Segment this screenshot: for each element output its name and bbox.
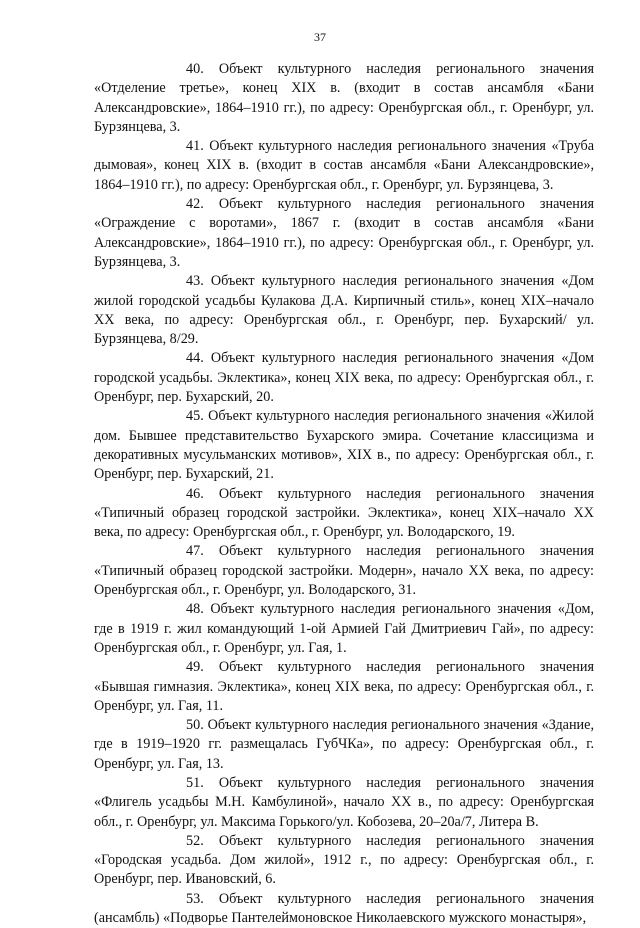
- document-body: [94, 60, 594, 928]
- item-number: 53.: [186, 890, 204, 907]
- item-number: 49.: [186, 659, 204, 676]
- list-item-41: [94, 137, 594, 195]
- list-item-47: [94, 542, 594, 600]
- item-text: Объект культурного наследия регионального значения «Ограждение с воротами», 1867 г. (входит в состав ансамбля «Бани Александровские», 1864–1910 гг.), по адресу: Оренбургская обл., г. Оренбург, ул. Бурзянцева, 3.: [94, 196, 594, 270]
- item-text: Объект культурного наследия регионального значения «Городская усадьба. Дом жилой», 1912 г., по адресу: Оренбургская обл., г. Оренбург, пер. Ивановский, 6.: [94, 832, 594, 888]
- item-number: 45.: [186, 408, 204, 425]
- item-text: Объект культурного наследия регионального значения «Дом жилой городской усадьбы Кулакова Д.А. Кирпичный стиль», конец XIX–начало XX века, по адресу: Оренбургская обл., г. Оренбург, пер. Бухарский/ ул. Бурзянцева, 8/29.: [94, 273, 594, 348]
- list-item-45: [94, 407, 594, 484]
- item-text: Объект культурного наследия регионального значения «Жилой дом. Бывшее представительство Бухарского эмира. Сочетание классицизма и декоративных мусульманских мотивов», XIX в., по адресу: Оренбургская обл., г. Оренбург, пер. Бухарский, 21.: [94, 408, 594, 483]
- item-number: 40.: [186, 61, 204, 77]
- list-item-46: [94, 485, 594, 543]
- list-item-43: [94, 272, 594, 349]
- list-item-50: [94, 716, 594, 774]
- item-text: Объект культурного наследия регионального значения «Типичный образец городской застройки. Модерн», начало XX века, по адресу: Оренбургская обл., г. Оренбург, ул. Володарского, 31.: [94, 543, 594, 599]
- item-text: Объект культурного наследия регионального значения «Типичный образец городской застройки. Эклектика», конец XIX–начало XX века, по адресу: Оренбургская обл., г. Оренбург, ул. Володарского, 19.: [94, 485, 594, 541]
- list-item-51: [94, 774, 594, 832]
- item-number: 48.: [186, 601, 204, 618]
- item-number: 42.: [186, 196, 204, 213]
- item-number: 44.: [186, 350, 204, 367]
- list-item-44: [94, 349, 594, 407]
- page-number: 37: [314, 30, 326, 44]
- list-item-40: [94, 60, 594, 137]
- item-number: 51.: [186, 774, 204, 791]
- item-text: Объект культурного наследия регионального значения (ансамбль) «Подворье Пантелеймоновское Николаевского мужского монастыря»,: [94, 890, 594, 927]
- list-item-42: [94, 195, 594, 272]
- item-text: Объект культурного наследия регионального значения «Здание, где в 1919–1920 гг. размещалась ГубЧКа», по адресу: Оренбургская обл., г. Оренбург, ул. Гая, 13.: [94, 717, 594, 772]
- item-text: Объект культурного наследия регионального значения «Труба дымовая», конец XIX в. (входит в состав ансамбля «Бани Александровские», 1864–1910 гг.), по адресу: Оренбургская обл., г. Оренбург, ул. Бурзянцева, 3.: [94, 138, 594, 193]
- item-number: 41.: [186, 138, 204, 155]
- item-number: 43.: [186, 273, 204, 290]
- list-item-48: [94, 600, 594, 658]
- item-number: 46.: [186, 485, 204, 502]
- list-item-52: [94, 832, 594, 890]
- item-text: Объект культурного наследия регионального значения «Дом, где в 1919 г. жил командующий 1-ой Армией Гай Дмитриевич Гай», по адресу: Оренбургская обл., г. Оренбург, ул. Гая, 1.: [94, 601, 595, 656]
- list-item-53: [94, 890, 594, 928]
- item-text: Объект культурного наследия регионального значения «Дом городской усадьбы. Эклектика», конец XIX века, по адресу: Оренбургская обл., г. Оренбург, пер. Бухарский, 20.: [94, 350, 594, 406]
- item-number: 50.: [186, 717, 204, 734]
- item-text: Объект культурного наследия регионального значения «Бывшая гимназия. Эклектика», конец XIX века, по адресу: Оренбургская обл., г. Оренбург, ул. Гая, 11.: [94, 659, 594, 714]
- item-text: Объект культурного наследия регионального значения «Отделение третье», конец XIX в. (входит в состав ансамбля «Бани Александровские», 1864–1910 гг.), по адресу: Оренбургская обл., г. Оренбург, ул. Бурзянцева, 3.: [94, 61, 594, 135]
- item-number: 47.: [186, 543, 204, 560]
- item-number: 52.: [186, 832, 204, 849]
- item-text: Объект культурного наследия регионального значения «Флигель усадьбы М.Н. Камбулиной», начало XX в., по адресу: Оренбургская обл., г. Оренбург, ул. Максима Горького/ул. Кобозева, 20–20а/7, Литера В.: [94, 774, 594, 830]
- list-item-49: [94, 658, 594, 716]
